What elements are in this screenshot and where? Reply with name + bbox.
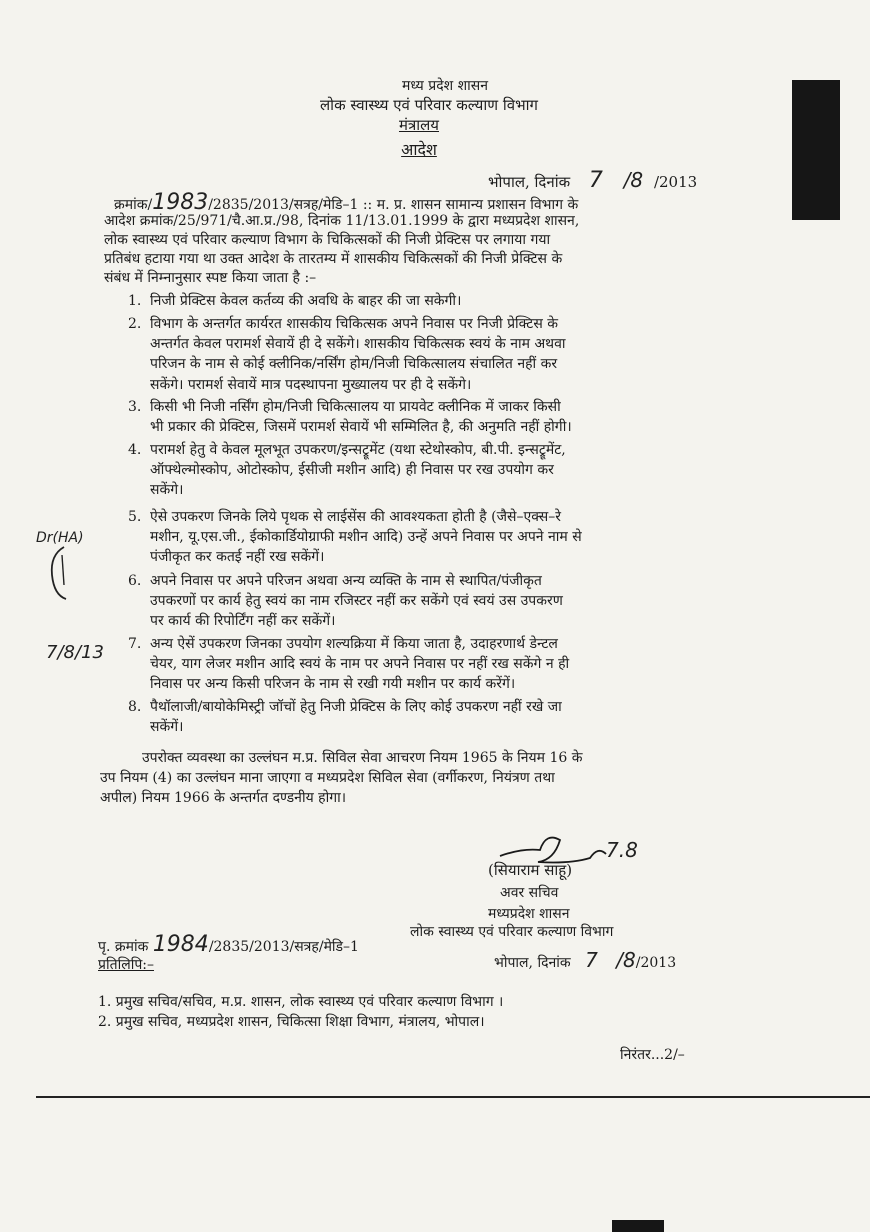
point-2-line-3: परिजन के नाम से कोई क्लीनिक/नर्सिंग होम/निजी चिकित्सालय संचालित नहीं कर (150, 356, 558, 372)
endorsement-prefix: पृ. क्रमांक (98, 939, 149, 955)
closing-line-3: अपील) नियम 1966 के अन्तर्गत दण्डनीय होगा। (100, 790, 347, 806)
ministry-heading: मंत्रालय (398, 116, 439, 134)
point-3-line-2: भी प्रकार की प्रेक्टिस, जिसमें परामर्श सेवायें भी सम्मिलित है, की अनुमति नहीं होगी। (150, 419, 572, 435)
scan-edge-mark (612, 1220, 664, 1232)
recipient-1: 1. प्रमुख सचिव/सचिव, म.प्र. शासन, लोक स्वास्थ्य एवं परिवार कल्याण विभाग । (98, 994, 504, 1010)
order-heading: आदेश (401, 140, 437, 159)
bottom-rule (36, 1096, 870, 1098)
margin-bracket-mark (44, 545, 78, 601)
point-3-number: 3. (128, 399, 142, 415)
point-2-line-2: अन्तर्गत केवल परामर्श सेवायें ही दे सकेंगे। शासकीय चिकित्सक स्वयं के नाम अथवा (150, 336, 566, 352)
point-4-line-3: सकेंगे। (150, 482, 184, 498)
endorsement-rest: /2835/2013/सत्रह/मेडि–1 (208, 939, 359, 955)
margin-note-date: 7/8/13 (46, 642, 104, 663)
endorsement-date-line (494, 948, 676, 972)
point-1-line-1: निजी प्रेक्टिस केवल कर्तव्य की अवधि के बाहर की जा सकेगी। (150, 293, 462, 309)
point-8-line-2: सकेंगें। (150, 719, 184, 735)
point-6-number: 6. (128, 573, 142, 589)
govt-heading: मध्य प्रदेश शासन (402, 78, 488, 94)
point-2-number: 2. (128, 316, 142, 332)
point-7-number: 7. (128, 636, 142, 652)
signatory-department: लोक स्वास्थ्य एवं परिवार कल्याण विभाग (410, 924, 614, 940)
endorsement-place: भोपाल, दिनांक (494, 955, 571, 971)
intro-line-1 (114, 190, 578, 215)
signature-date: 7.8 (606, 838, 638, 862)
point-4-line-1: परामर्श हेतु वे केवल मूलभूत उपकरण/इन्सट्रूमेंट (यथा स्टेथोस्कोप, बी.पी. इन्सट्रूमेंट, (150, 442, 566, 458)
point-8-number: 8. (128, 699, 142, 715)
date-month: /8 (623, 168, 644, 192)
point-5-line-1: ऐसे उपकरण जिनके लिये पृथक से लाईसेंस की आवश्यकता होती है (जैसे–एक्स–रे (150, 509, 561, 525)
signatory-designation: अवर सचिव (500, 885, 559, 901)
point-6-line-3: पर कार्य की रिपोर्टिंग नहीं कर सकेंगें। (150, 613, 336, 629)
endorsement-ref (98, 932, 359, 957)
endorsement-year: /2013 (635, 955, 677, 971)
continued-marker: निरंतर...2/– (620, 1047, 685, 1063)
copy-to-label: प्रतिलिपि:– (98, 957, 154, 973)
endorsement-day: 7 (585, 948, 598, 972)
point-1-number: 1. (128, 293, 142, 309)
intro-line-3: लोक स्वास्थ्य एवं परिवार कल्याण विभाग के चिकित्सकों की निजी प्रेक्टिस पर लगाया गया (104, 232, 551, 248)
order-ref-number: 1983 (152, 190, 209, 215)
intro-line-5: संबंध में निम्नानुसार स्पष्ट किया जाता है :– (104, 270, 317, 286)
closing-line-1: उपरोक्त व्यवस्था का उल्लंघन म.प्र. सिविल सेवा आचरण नियम 1965 के नियम 16 के (142, 750, 583, 766)
point-8-line-1: पैथॉलाजी/बायोकेमिस्ट्री जॉचों हेतु निजी प्रेक्टिस के लिए कोई उपकरण नहीं रखे जा (150, 699, 562, 715)
point-7-line-3: निवास पर अन्य किसी परिजन के नाम से रखी गयी मशीन पर कार्य करेंगें। (150, 676, 516, 692)
point-5-line-3: पंजीकृत कर कतई नहीं रख सकेंगें। (150, 549, 325, 565)
signatory-govt: मध्यप्रदेश शासन (488, 906, 570, 922)
margin-note-initials: Dr(HA) (36, 530, 84, 546)
point-7-line-2: चेयर, याग लेजर मशीन आदि स्वयं के नाम पर अपने निवास पर नहीं रख सकेंगे न ही (150, 656, 570, 672)
intro-line-2: आदेश क्रमांक/25/971/चै.आ.प्र./98, दिनांक 11/13.01.1999 के द्वारा मध्यप्रदेश शासन, (104, 213, 580, 229)
point-5-number: 5. (128, 509, 142, 525)
point-6-line-1: अपने निवास पर अपने परिजन अथवा अन्य व्यक्ति के नाम से स्थापित/पंजीकृत (150, 573, 542, 589)
endorsement-month: /8 (616, 948, 636, 972)
point-5-line-2: मशीन, यू.एस.जी., ईकोकार्डियोग्राफी मशीन आदि) उन्हें अपने निवास पर अपने नाम से (150, 529, 582, 545)
point-7-line-1: अन्य ऐसें उपकरण जिनका उपयोग शल्यक्रिया में किया जाता है, उदाहरणार्थ डेन्टल (150, 636, 558, 652)
point-6-line-2: उपकरणों पर कार्य हेतु स्वयं का नाम रजिस्टर नहीं कर सकेंगे एवं स्वयं उस उपकरण (150, 593, 563, 609)
point-2-line-1: विभाग के अन्तर्गत कार्यरत शासकीय चिकित्सक अपने निवास पर निजी प्रेक्टिस के (150, 316, 559, 332)
intro-line-1-tail: :: म. प्र. शासन सामान्य प्रशासन विभाग के (358, 197, 579, 213)
intro-line-4: प्रतिबंध हटाया गया था उक्त आदेश के तारतम्य में शासकीय चिकित्सकों की निजी प्रेक्टिस के (104, 251, 563, 267)
date-day: 7 (588, 168, 603, 193)
point-4-line-2: ऑफ्थेल्मोस्कोप, ओटोस्कोप, ईसीजी मशीन आदि) ही निवास पर रख उपयोग कर (150, 462, 554, 478)
date-year: /2013 (653, 173, 698, 191)
date-place: भोपाल, दिनांक (488, 173, 571, 191)
point-4-number: 4. (128, 442, 142, 458)
order-ref-rest: /2835/2013/सत्रह/मेडि–1 (208, 197, 359, 213)
department-heading: लोक स्वास्थ्य एवं परिवार कल्याण विभाग (320, 96, 538, 114)
signatory-name: (सियाराम साहू) (488, 861, 573, 879)
endorsement-number: 1984 (152, 932, 209, 957)
recipient-2: 2. प्रमुख सचिव, मध्यप्रदेश शासन, चिकित्सा शिक्षा विभाग, मंत्रालय, भोपाल। (98, 1014, 485, 1030)
order-ref-prefix: क्रमांक/ (114, 197, 153, 213)
point-3-line-1: किसी भी निजी नर्सिंग होम/निजी चिकित्सालय या प्रायवेट क्लीनिक में जाकर किसी (150, 399, 561, 415)
point-2-line-4: सकेंगे। परामर्श सेवायें मात्र पदस्थापना मुख्यालय पर ही दे सकेंगे। (150, 377, 472, 393)
closing-line-2: उप नियम (4) का उल्लंघन माना जाएगा व मध्यप्रदेश सिविल सेवा (वर्गीकरण, नियंत्रण तथा (100, 770, 555, 786)
